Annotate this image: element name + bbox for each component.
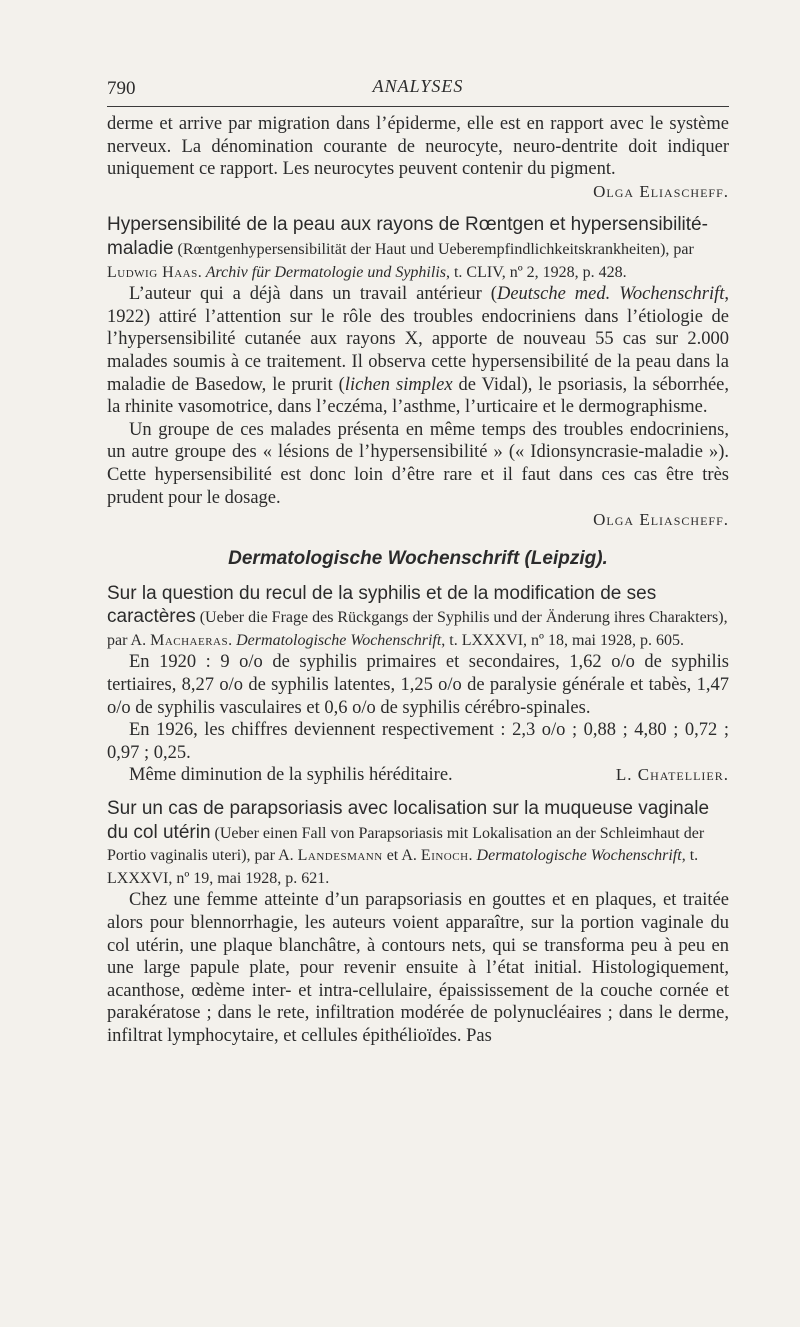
article-paragraph: Chez une femme atteinte d’un parapsoriasis en gouttes et en plaques, et traitée alors pour blennorrhagie, les auteurs voient apparaître, sur la portion vaginale du col utérin, une plaque blanchâtre, à contours nets, qui se transforma peu à peu en une large papule plate, pour revenir ensuite à l’état initial. Histologiquement, acanthose, œdème inter- et intra-cellulaire, épaississement de la couche cornée et parakératose ; dans le rete, infiltration modérée de polynucléaires ; dans le derme, infiltrat lymphocytaire, et cellules épithélioïdes. Pas	[107, 890, 729, 1046]
journal-name: Dermatologische Wochenschrift	[476, 847, 682, 865]
article-reference: (Ueber einen Fall von Parapsoriasis mit Lokalisation an der Schleimhaut der Portio vaginalis uteri), par A. Landesmann et A. Einoch. Dermatologische Wochenschrift, t. LXXXVI, nº 19, mai 1928, p. 621.	[107, 824, 705, 887]
author-name: Einoch	[420, 847, 469, 865]
author-name: Machaeras	[150, 631, 229, 649]
article-reference: (Rœntgenhypersensibilität der Haut und Ueberempfindlichkeitskrankheiten), par Ludwig Haas. Archiv für Dermatologie und Syphilis, t. CLIV, nº 2, 1928, p. 428.	[107, 240, 694, 281]
signature: Olga Eliascheff.	[593, 181, 729, 201]
article-paragraph: Un groupe de ces malades présenta en même temps des troubles endocriniens, un autre groupe des « lésions de l’hypersensibilité » (« Idionsyncrasie-maladie »). Cette hypersensibilité est donc loin d’être rare et il faut dans ces cas être très prudent pour le dosage.	[107, 419, 729, 508]
article-title: Sur la question du recul de la syphilis et de la modification de ses caractères	[107, 582, 657, 628]
author-name: Landesmann	[297, 847, 383, 865]
journal-name: Dermatologische Wochenschrift	[236, 631, 442, 649]
signature: Olga Eliascheff.	[593, 510, 729, 530]
journal-name: Archiv für Dermatologie und Syphilis	[205, 263, 446, 281]
header-rule	[107, 106, 729, 107]
running-head	[107, 70, 729, 104]
section-title: Dermatologische Wochenschrift (Leipzig).	[228, 547, 608, 569]
page	[107, 70, 729, 1048]
author-name: Ludwig Haas	[107, 263, 198, 281]
signature: L. Chatellier.	[615, 765, 729, 785]
continuation-paragraph	[107, 113, 729, 203]
page-number: 790	[107, 78, 136, 99]
article-paragraph: En 1926, les chiffres deviennent respectivement : 2,3 o/o ; 0,88 ; 4,80 ; 0,72 ; 0,97 ; 0,25.	[107, 720, 729, 763]
continuation-text: derme et arrive par migration dans l’épiderme, elle est en rapport avec le système nerveux. La dénomination courante de neurocyte, neuro-dentrite doit indiquer uniquement ce rapport. Les neurocytes peuvent contenir du pigment.	[107, 114, 729, 180]
article-hypersensibilite	[107, 213, 729, 531]
article-title: Sur un cas de parapsoriasis avec localisation sur la muqueuse vaginale du col utérin	[107, 798, 710, 843]
article-paragraph: L’auteur qui a déjà dans un travail antérieur (Deutsche med. Wochenschrift, 1922) attiré l’attention sur le rôle des troubles endocriniens dans l’étiologie de l’hypersensibilité cutanée aux rayons X, apporte de nouveau 55 cas sur 2.000 malades soumis à ce traitement. Il observa cette hypersensibilité de la peau dans la maladie de Basedow, le prurit (lichen simplex de Vidal), le psoriasis, la séborrhée, la rhinite vasomotrice, dans l’eczéma, l’asthme, l’urticaire et le dermographisme.	[107, 284, 730, 418]
article-title: Hypersensibilité de la peau aux rayons de Rœntgen et hypersensibilité-maladie	[107, 214, 708, 259]
article-syphilis	[107, 582, 729, 787]
header-title: ANALYSES	[372, 76, 464, 96]
article-paragraph: En 1920 : 9 o/o de syphilis primaires et secondaires, 1,62 o/o de syphilis tertiaires, 8,27 o/o de syphilis latentes, 1,25 o/o de paralysie générale et tabès, 1,47 o/o de syphilis vasculaires et 0,6 o/o de syphilis cérébro-spinales.	[107, 652, 729, 718]
article-reference: (Ueber die Frage des Rückgangs der Syphilis und der Änderung ihres Charakters), par A. Machaeras. Dermatologische Wochenschrift, t. LXXXVI, nº 18, mai 1928, p. 605.	[107, 609, 728, 649]
article-parapsoriasis	[107, 797, 729, 1048]
article-paragraph: Même diminution de la syphilis héréditaire. L. Chatellier.	[129, 765, 729, 786]
